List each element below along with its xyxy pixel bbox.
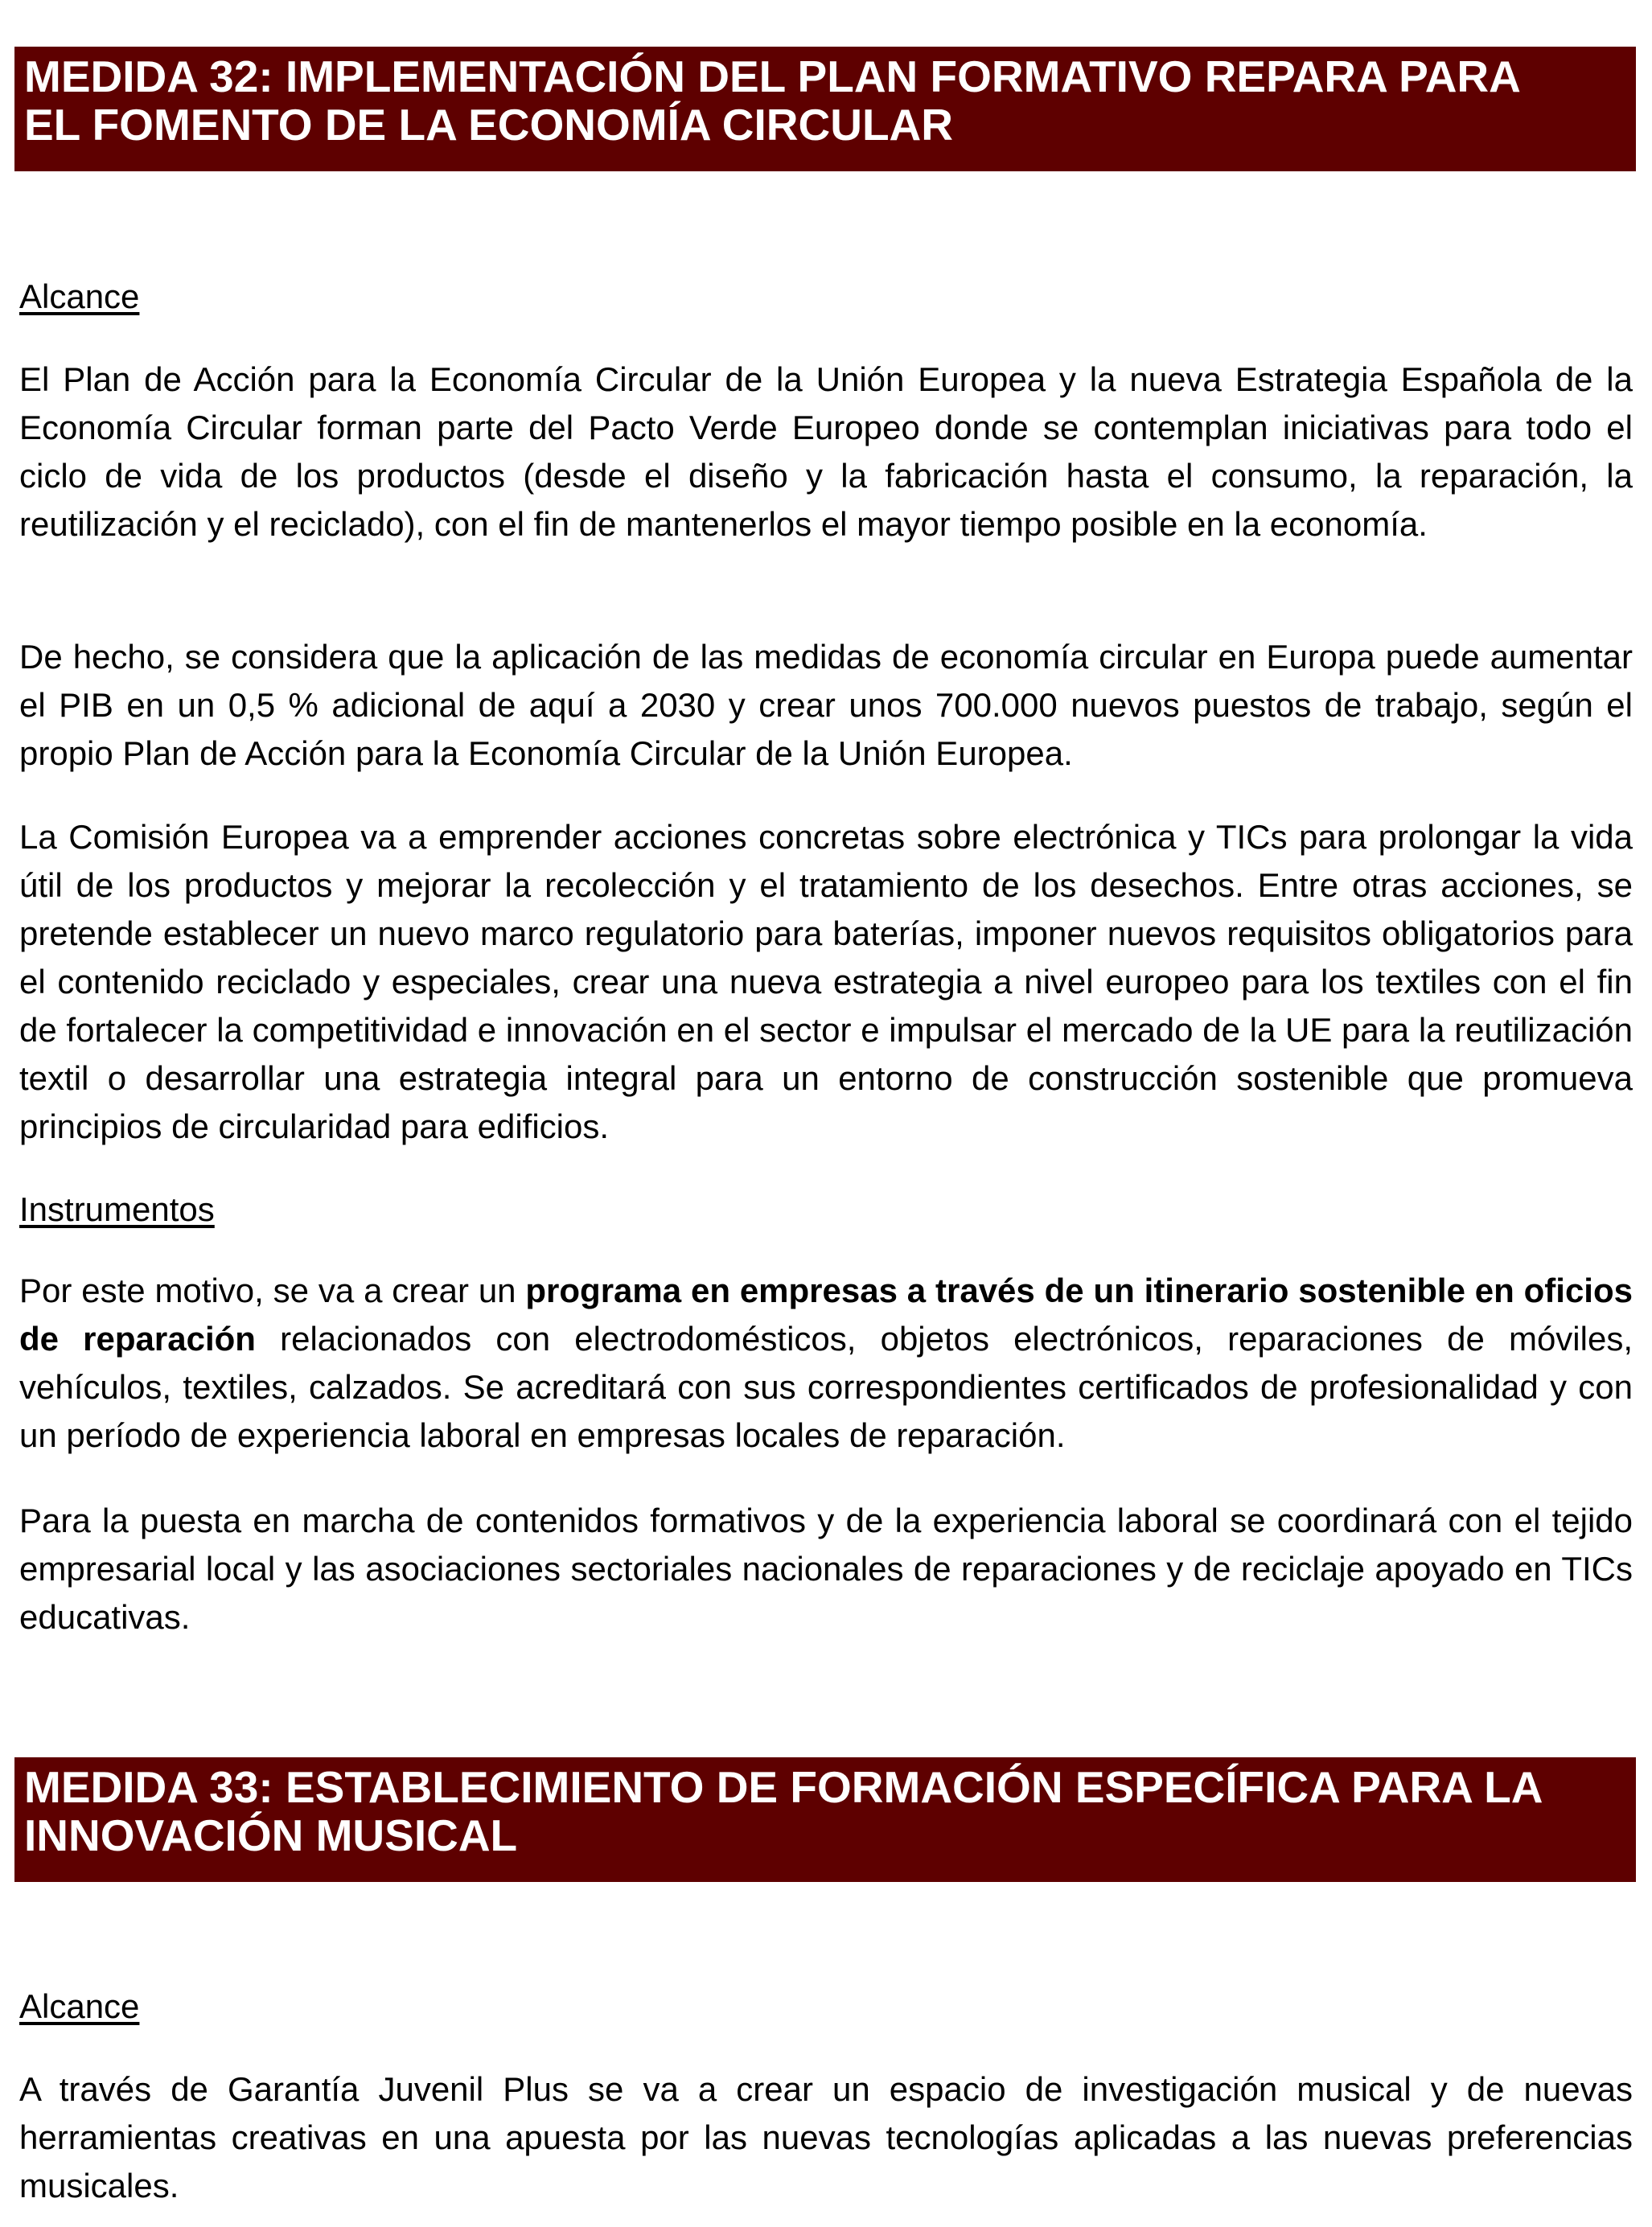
medida-32-alcance-label: Alcance (19, 277, 140, 315)
instr-p1-pre: Por este motivo, se va a crear un (19, 1272, 526, 1309)
medida-32-heading (14, 47, 1636, 171)
medida-32-instrumentos-paragraph-2: Para la puesta en marcha de contenidos formativos y de la experiencia laboral se coordinará con el tejido empresarial local y las asociaciones sectoriales nacionales de reparaciones y de reciclaje apoyado en TICs educativas. (19, 1502, 1633, 1636)
instr-p1-bold: programa en empresas a través de un itinerario sostenible en oficios de reparación (19, 1272, 1633, 1358)
medida-32-instrumentos-paragraph-1 (19, 1267, 1633, 1460)
medida-32-title-line2: EL FOMENTO DE LA ECONOMÍA CIRCULAR (24, 100, 953, 150)
medida-32-alcance-paragraph-3: La Comisión Europea va a emprender acciones concretas sobre electrónica y TICs para prolongar la vida útil de los productos y mejorar la recolección y el tratamiento de los desechos. Entre otras acciones, se pretende establecer un nuevo marco regulatorio para baterías, imponer nuevos requisitos obligatorios para el contenido reciclado y especiales, crear una nueva estrategia a nivel europeo para los textiles con el fin de fortalecer la competitividad e innovación en el sector e impulsar el mercado de la UE para la reutilización textil o desarrollar una estrategia integral para un entorno de construcción sostenible que promueva principios de circularidad para edificios. (19, 818, 1633, 1145)
medida-32-alcance-paragraph-1: El Plan de Acción para la Economía Circular de la Unión Europea y la nueva Estrategia Española de la Economía Circular forman parte del Pacto Verde Europeo donde se contemplan iniciativas para todo el ciclo de vida de los productos (desde el diseño y la fabricación hasta el consumo, la reparación, la reutilización y el reciclado), con el fin de mantenerlos el mayor tiempo posible en la economía. (19, 360, 1633, 543)
instr-p1-post: relacionados con electrodomésticos, objetos electrónicos, reparaciones de móviles, vehículos, textiles, calzados. Se acreditará con sus correspondientes certificados de profesionalidad y con un período de experiencia laboral en empresas locales de reparación. (19, 1320, 1633, 1454)
medida-32-alcance-paragraph-2: De hecho, se considera que la aplicación de las medidas de economía circular en Europa puede aumentar el PIB en un 0,5 % adicional de aquí a 2030 y crear unos 700.000 nuevos puestos de trabajo, según el propio Plan de Acción para la Economía Circular de la Unión Europea. (19, 638, 1633, 772)
medida-33-heading (14, 1757, 1636, 1882)
medida-33-title-line2: INNOVACIÓN MUSICAL (24, 1810, 518, 1860)
medida-33-alcance-paragraph-1: A través de Garantía Juvenil Plus se va a crear un espacio de investigación musical y de nuevas herramientas creativas en una apuesta por las nuevas tecnologías aplicadas a las nuevas preferencias musicales. (19, 2070, 1633, 2204)
medida-32-instrumentos-label: Instrumentos (19, 1190, 215, 1228)
medida-33-title-line1: MEDIDA 33: ESTABLECIMIENTO DE FORMACIÓN ESPECÍFICA PARA LA (24, 1762, 1543, 1812)
medida-32-title-line1: MEDIDA 32: IMPLEMENTACIÓN DEL PLAN FORMATIVO REPARA PARA (24, 51, 1521, 101)
medida-33-alcance-label: Alcance (19, 1987, 140, 2025)
